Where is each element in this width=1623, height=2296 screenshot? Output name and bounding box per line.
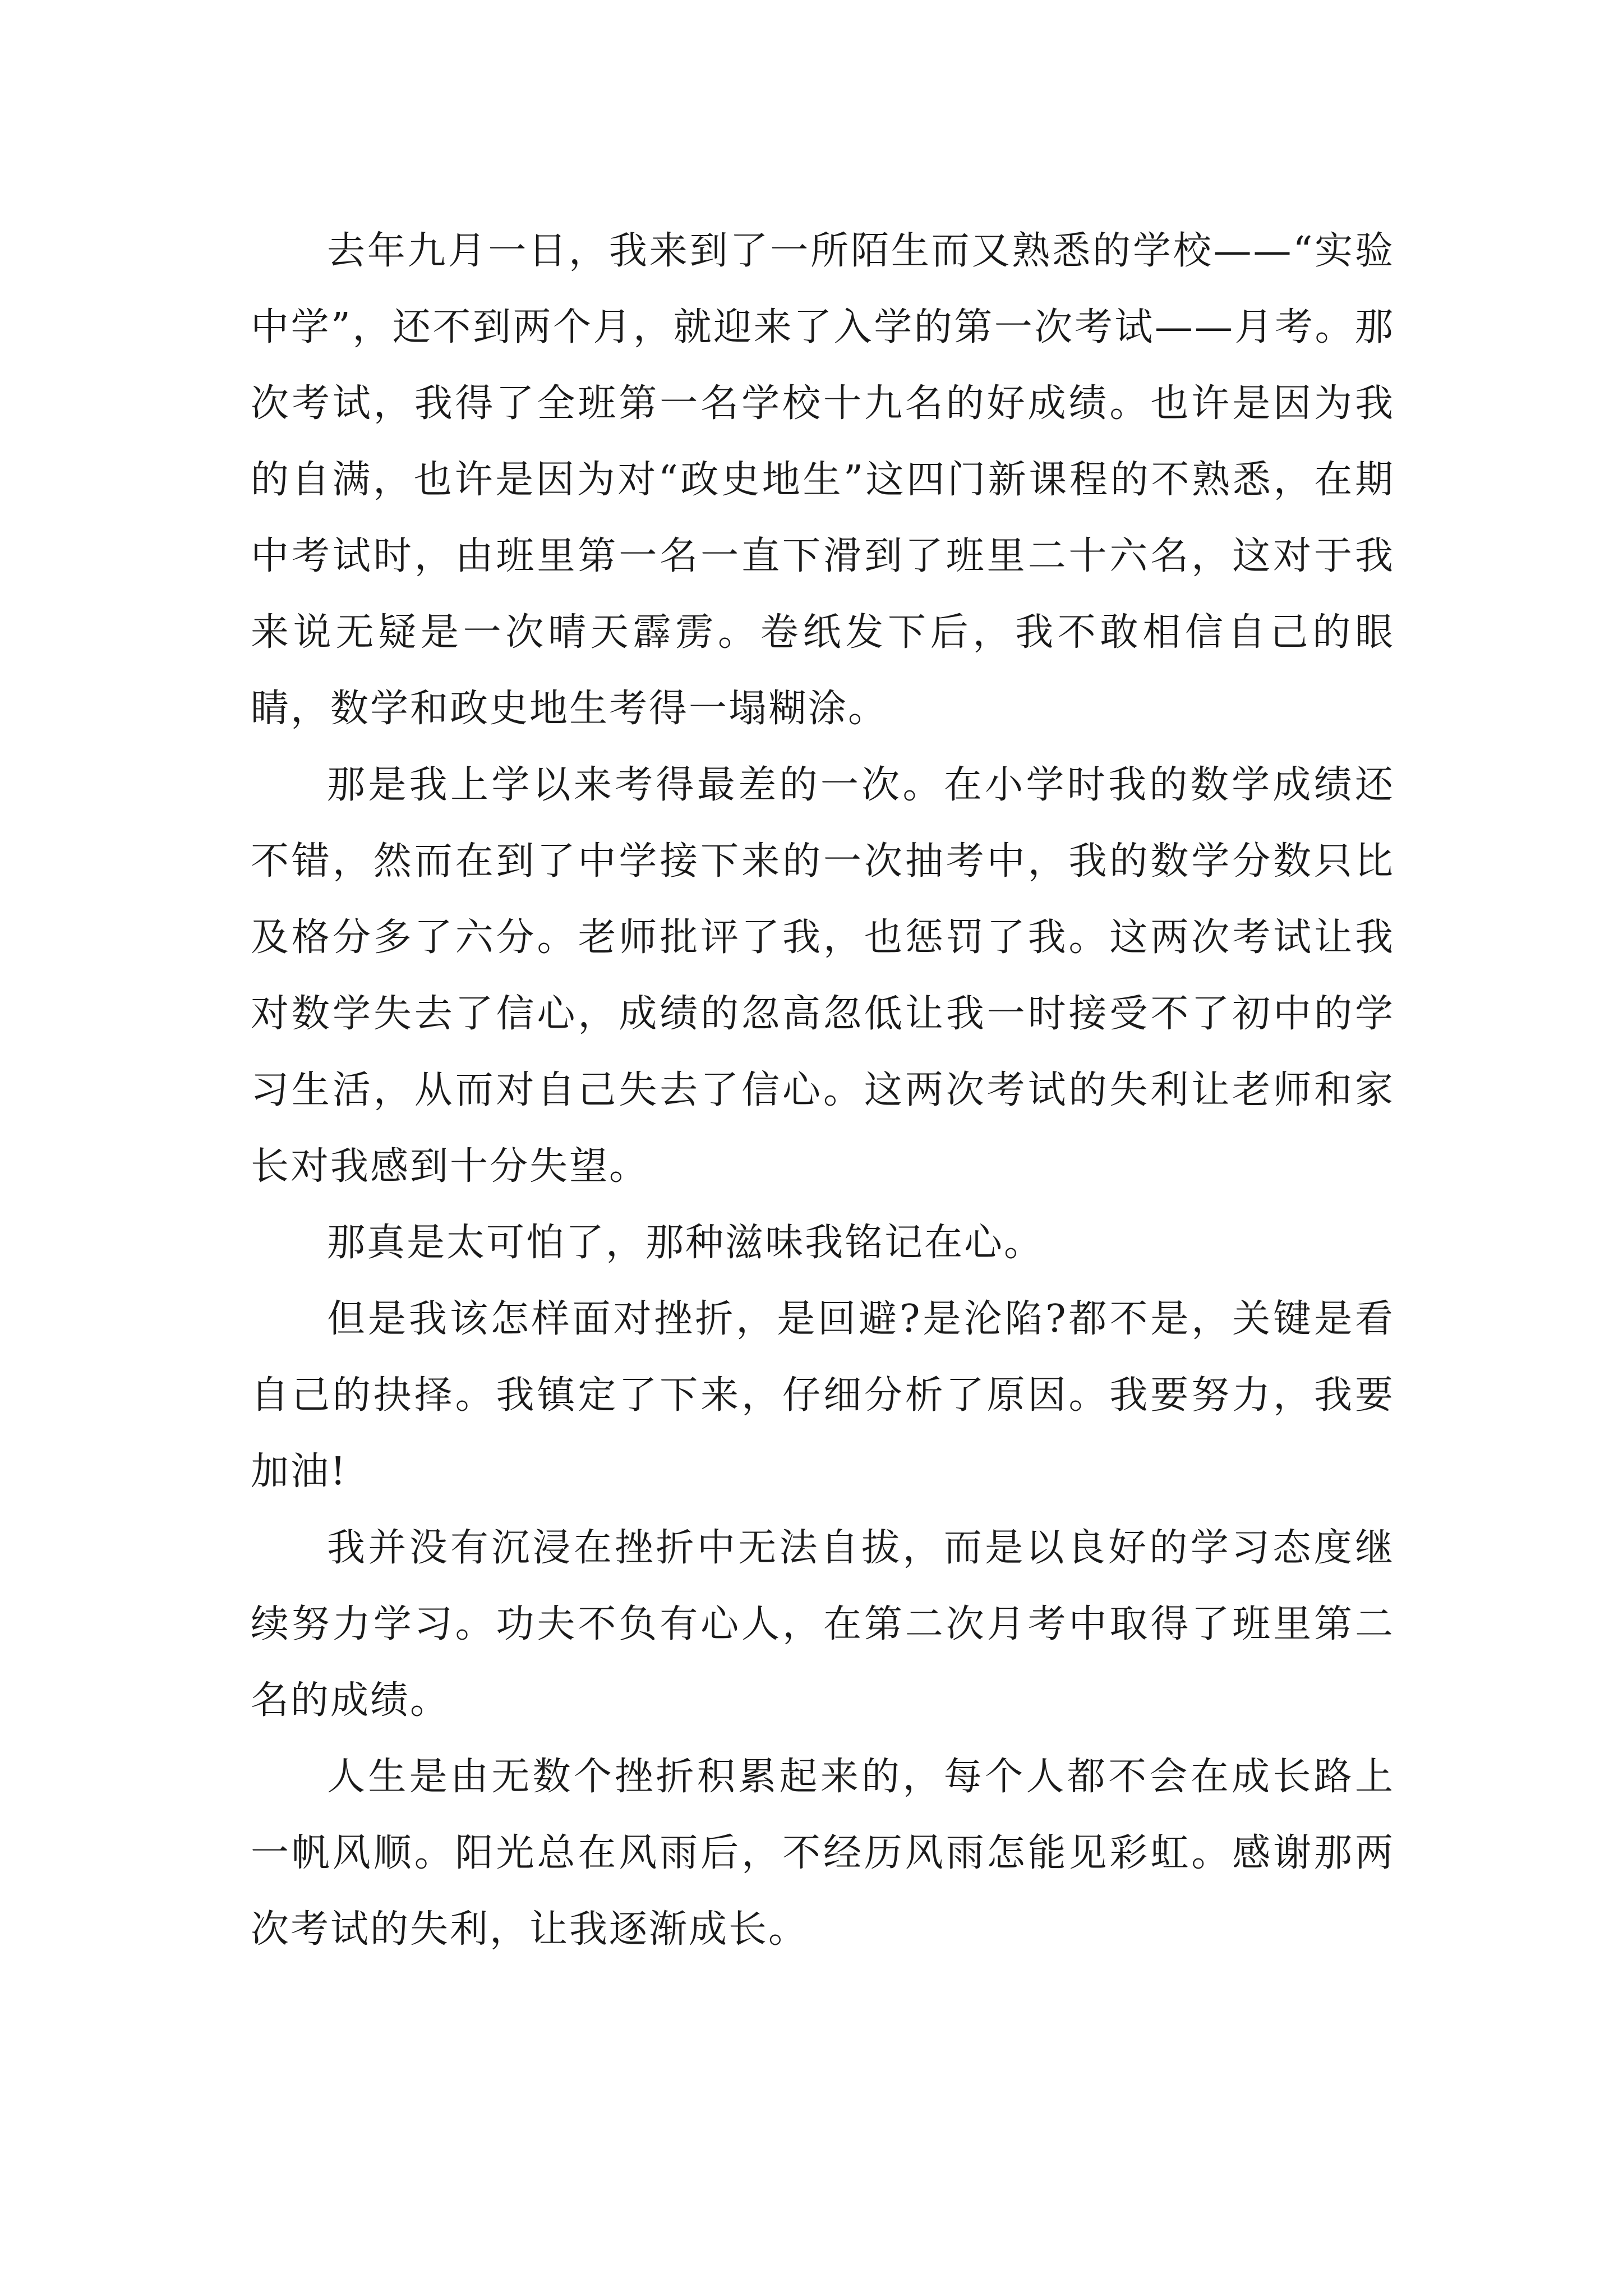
paragraph-3: 那真是太可怕了，那种滋味我铭记在心。 (327, 1221, 1044, 1265)
paragraph-4: 但是我该怎样面对挫折，是回避?是沦陷?都不是，关键是看自己的抉择。我镇定了下来，仔细分析了原因。我要努力，我要加油! (251, 1297, 1395, 1494)
paragraph-2: 那是我上学以来考得最差的一次。在小学时我的数学成绩还不错，然而在到了中学接下来的一次抽考中，我的数学分数只比及格分多了六分。老师批评了我，也惩罚了我。这两次考试让我对数学失去了信心，成绩的忽高忽低让我一时接受不了初中的学习生活，从而对自己失去了信心。这两次考试的失利让老师和家长对我感到十分失望。 (251, 763, 1395, 1189)
essay-body (251, 213, 1395, 1968)
paragraph-1: 去年九月一日，我来到了一所陌生而又熟悉的学校——“实验中学”，还不到两个月，就迎来了入学的第一次考试——月考。那次考试，我得了全班第一名学校十九名的好成绩。也许是因为我的自满，也许是因为对“政史地生”这四门新课程的不熟悉，在期中考试时，由班里第一名一直下滑到了班里二十六名，这对于我来说无疑是一次晴天霹雳。卷纸发下后，我不敢相信自己的眼睛，数学和政史地生考得一塌糊涂。 (251, 229, 1395, 731)
paragraph-6: 人生是由无数个挫折积累起来的，每个人都不会在成长路上一帆风顺。阳光总在风雨后，不经历风雨怎能见彩虹。感谢那两次考试的失利，让我逐渐成长。 (251, 1755, 1395, 1952)
paragraph-5: 我并没有沉浸在挫折中无法自拔，而是以良好的学习态度继续努力学习。功夫不负有心人，在第二次月考中取得了班里第二名的成绩。 (251, 1526, 1395, 1723)
